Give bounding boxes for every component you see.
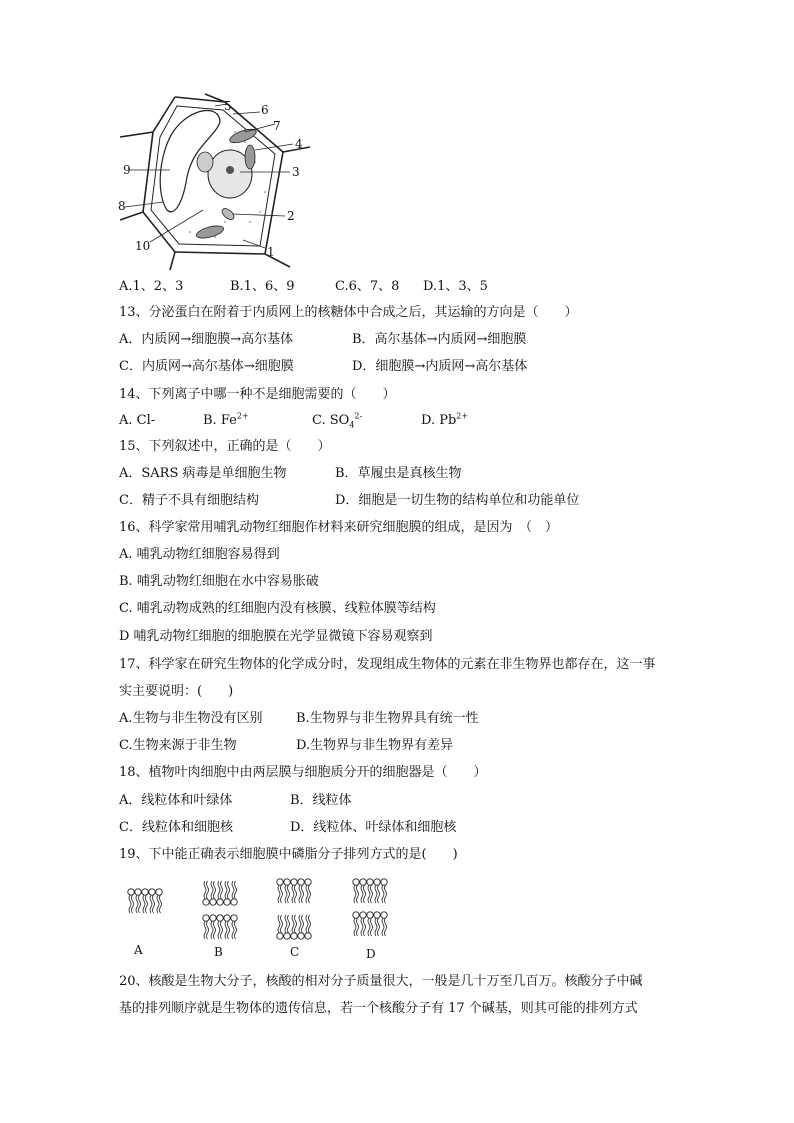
- cell-label-10: 10: [135, 239, 151, 253]
- q15-option-c: C．精子不具有细胞结构: [119, 493, 259, 508]
- phospholipid-arrangement-figure: [118, 870, 408, 965]
- cell-label-8: 8: [118, 199, 126, 213]
- q16-option-a: A. 哺乳动物红细胞容易得到: [119, 547, 280, 562]
- q17-option-a: A.生物与非生物没有区别: [119, 711, 263, 726]
- q12-option-d: D.1、3、5: [423, 279, 488, 294]
- q18-option-b: B．线粒体: [290, 793, 352, 808]
- q16-option-d: D 哺乳动物红细胞的细胞膜在光学显微镜下容易观察到: [119, 629, 433, 644]
- q20-line2: 基的排列顺序就是生物体的遗传信息，若一个核酸分子有 17 个碱基，则其可能的排列方式: [119, 1001, 638, 1016]
- q16-option-c: C. 哺乳动物成熟的红细胞内没有核膜、线粒体膜等结构: [119, 601, 436, 616]
- q18-option-c: C．线粒体和细胞核: [119, 820, 233, 835]
- chloroplast: [195, 224, 225, 241]
- lipid-label-b: B: [214, 945, 223, 959]
- q14-option-c-charge: 2-: [354, 411, 363, 421]
- lipid-option-a-diagram: [128, 889, 162, 913]
- q15-option-a: A．SARS 病毒是单细胞生物: [119, 466, 287, 481]
- q15-stem: 15、下列叙述中，正确的是（ ）: [119, 439, 331, 454]
- q17-option-b: B.生物界与非生物界具有统一性: [296, 711, 479, 726]
- q18-option-a: A．线粒体和叶绿体: [119, 793, 233, 808]
- q12-option-a: A.1、2、3: [119, 279, 184, 294]
- lipid-label-d: D: [366, 947, 376, 961]
- q14-stem: 14、下列离子中哪一种不是细胞需要的（ ）: [119, 387, 396, 402]
- q18-stem: 18、植物叶肉细胞中由两层膜与细胞质分开的细胞器是（ ）: [119, 765, 487, 780]
- q13-stem: 13、分泌蛋白在附着于内质网上的核糖体中合成之后，其运输的方向是（ ）: [119, 305, 578, 320]
- q18-option-d: D．线粒体、叶绿体和细胞核: [290, 820, 457, 835]
- q14-option-d-charge: 2+: [456, 411, 469, 421]
- q17-option-d: D.生物界与非生物界有差异: [296, 738, 454, 753]
- q15-option-b: B．草履虫是真核生物: [335, 466, 462, 481]
- cell-label-3: 3: [292, 165, 300, 179]
- q15-option-d: D．细胞是一切生物的结构单位和功能单位: [335, 493, 580, 508]
- q13-option-b: B．高尔基体→内质网→细胞膜: [352, 332, 527, 347]
- cell-label-7: 7: [273, 119, 281, 133]
- cell-label-1: 1: [267, 245, 275, 259]
- q13-option-d: D．细胞膜→内质网→高尔基体: [352, 359, 528, 374]
- q12-option-c: C.6、7、8: [335, 279, 400, 294]
- lipid-label-a: A: [134, 943, 143, 957]
- q14-option-c-text: C. SO: [312, 413, 350, 428]
- q14-option-c-subscript: 4: [349, 420, 355, 430]
- cell-label-4: 4: [295, 137, 303, 151]
- q13-option-a: A．内质网→细胞膜→高尔基体: [119, 332, 294, 347]
- lipid-option-b-diagram: [203, 881, 237, 939]
- q17-stem-line2: 实主要说明：( ): [119, 684, 234, 699]
- q19-stem: 19、下中能正确表示细胞膜中磷脂分子排列方式的是( ): [119, 847, 458, 862]
- q14-option-d-text: D. Pb: [421, 413, 457, 428]
- q17-stem-line1: 17、科学家在研究生物体的化学成分时，发现组成生物体的元素在非生物界也都存在，这一事: [119, 657, 656, 672]
- q16-option-b: B. 哺乳动物红细胞在水中容易胀破: [119, 574, 319, 589]
- q14-option-c: [312, 412, 362, 430]
- lipid-label-c: C: [290, 945, 300, 959]
- lipid-option-c-diagram: [277, 879, 311, 939]
- nucleolus: [226, 166, 234, 174]
- q14-option-b: [203, 412, 249, 430]
- plant-cell-diagram: [115, 92, 315, 272]
- q13-option-c: C．内质网→高尔基体→细胞膜: [119, 359, 294, 374]
- cell-label-6: 6: [261, 103, 269, 117]
- q16-stem: 16、科学家常用哺乳动物红细胞作材料来研究细胞膜的组成，是因为 （ ）: [119, 520, 559, 535]
- cell-label-2: 2: [287, 209, 295, 223]
- q14-option-b-charge: 2+: [236, 411, 249, 421]
- chloroplast: [245, 145, 255, 169]
- lipid-option-d-diagram: [353, 879, 387, 936]
- q17-option-c: C.生物来源于非生物: [119, 738, 237, 753]
- cell-label-9: 9: [123, 163, 131, 177]
- golgi: [197, 152, 213, 172]
- q14-option-a: A. Cl-: [119, 413, 156, 428]
- q12-option-b: B.1、6、9: [230, 279, 295, 294]
- q14-option-d: [421, 412, 468, 430]
- q14-option-b-text: B. Fe: [203, 413, 237, 428]
- cell-label-5: 5: [224, 99, 232, 113]
- q20-line1: 20、核酸是生物大分子，核酸的相对分子质量很大，一般是几十万至几百万。核酸分子中碱: [119, 974, 643, 989]
